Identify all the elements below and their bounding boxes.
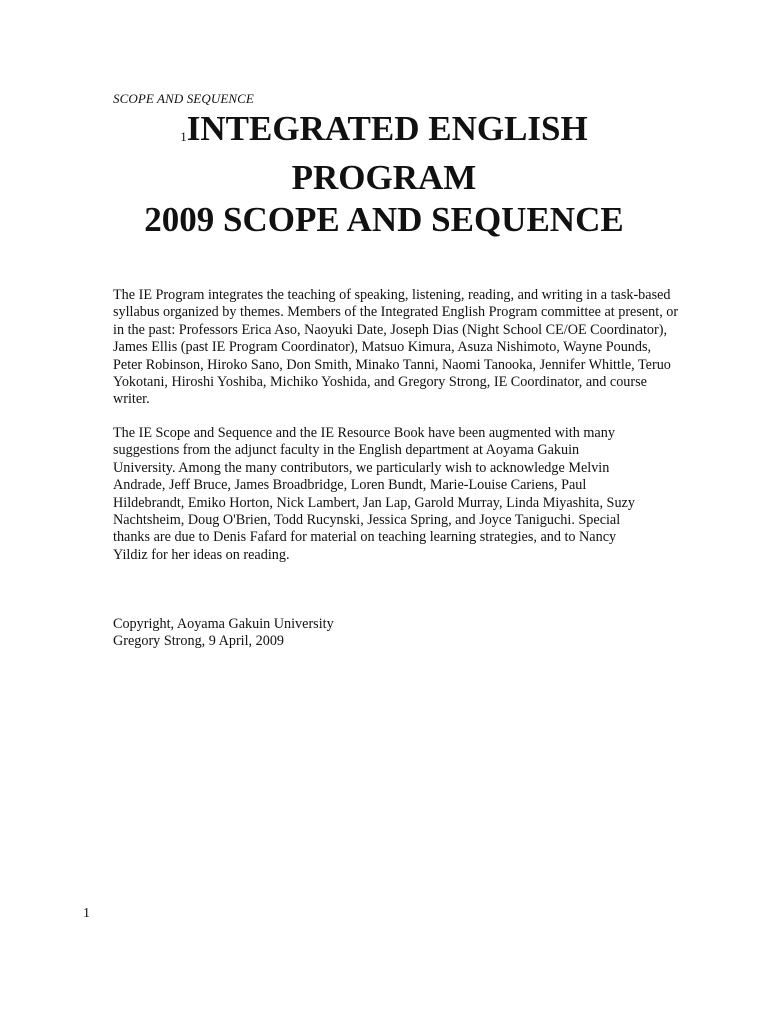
paragraph-line: Yildiz for her ideas on reading. xyxy=(113,546,290,563)
paragraph-line: in the past: Professors Erica Aso, Naoyuki Date, Joseph Dias (Night School CE/OE Coordinator), xyxy=(113,321,668,338)
author-date-line: Gregory Strong, 9 April, 2009 xyxy=(113,633,285,650)
paragraph-line: University. Among the many contributors, we particularly wish to acknowledge Melvin xyxy=(113,459,610,476)
copyright-block xyxy=(113,616,334,651)
paragraph-line: Nachtsheim, Doug O'Brien, Todd Rucynski, Jessica Spring, and Joyce Taniguchi. Special xyxy=(113,512,621,529)
paragraph-line: The IE Program integrates the teaching of speaking, listening, reading, and writing in a task-based xyxy=(113,287,671,303)
paragraph-line: suggestions from the adjunct faculty in the English department at Aoyama Gakuin xyxy=(113,442,580,459)
intro-paragraph xyxy=(113,287,713,409)
paragraph-line: Hildebrandt, Emiko Horton, Nick Lambert, Jan Lap, Garold Murray, Linda Miyashita, Suzy xyxy=(113,494,635,511)
paragraph-line: The IE Scope and Sequence and the IE Resource Book have been augmented with many xyxy=(113,425,615,441)
title-line-2: PROGRAM xyxy=(291,158,477,197)
paragraph-line: Peter Robinson, Hiroko Sano, Don Smith, Minako Tanni, Naomi Tanooka, Jennifer Whittle, Teruo xyxy=(113,356,671,373)
footnote-marker[interactable]: 1 xyxy=(180,129,187,144)
page-number: 1 xyxy=(83,906,90,921)
title-line-3: 2009 SCOPE AND SEQUENCE xyxy=(144,200,624,239)
acknowledgements-paragraph xyxy=(113,425,713,564)
paragraph-line: writer. xyxy=(113,391,150,408)
paragraph-line: Andrade, Jeff Bruce, James Broadbridge, Loren Bundt, Marie-Louise Cariens, Paul xyxy=(113,477,587,494)
running-head: SCOPE AND SEQUENCE xyxy=(113,91,254,106)
title-line-1 xyxy=(110,108,658,157)
paragraph-line: thanks are due to Denis Fafard for material on teaching learning strategies, and to Nancy xyxy=(113,529,617,546)
copyright-line: Copyright, Aoyama Gakuin University xyxy=(113,616,334,632)
title-text-1: INTEGRATED ENGLISH xyxy=(186,109,588,148)
paragraph-line: syllabus organized by themes. Members of the Integrated English Program committee at present, or xyxy=(113,304,679,321)
paragraph-line: James Ellis (past IE Program Coordinator), Matsuo Kimura, Asuza Nishimoto, Wayne Pounds, xyxy=(113,339,652,356)
document-title xyxy=(110,108,658,241)
paragraph-line: Yokotani, Hiroshi Yoshiba, Michiko Yoshida, and Gregory Strong, IE Coordinator, and course xyxy=(113,374,647,391)
